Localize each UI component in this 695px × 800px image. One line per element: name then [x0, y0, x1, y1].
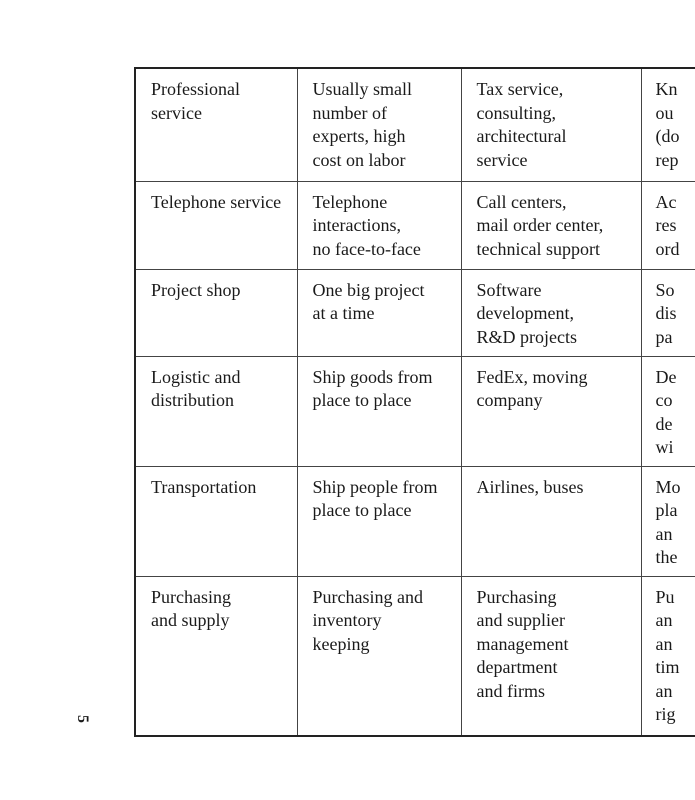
table-row [135, 269, 695, 356]
examples-cell: Tax service, consulting, architectural service [461, 68, 641, 181]
table-row [135, 356, 695, 466]
table-row [135, 576, 695, 736]
type-cell: Project shop [135, 269, 297, 356]
table [134, 67, 695, 737]
examples-cell: Purchasing and supplier management department and firms [461, 576, 641, 736]
notes-cell: Pu an an tim an rig [655, 586, 680, 724]
description-cell: One big project at a time [297, 269, 461, 356]
table-row [135, 466, 695, 576]
examples-cell: Call centers, mail order center, technical support [461, 181, 641, 269]
type-cell: Logistic and distribution [135, 356, 297, 466]
examples-cell: Airlines, buses [461, 466, 641, 576]
type-cell: Professional service [135, 68, 297, 181]
service-types-table [134, 67, 694, 737]
examples-cell: FedEx, moving company [461, 356, 641, 466]
notes-cell: Mo pla an the [641, 466, 695, 576]
notes-cell: Kn ou (do rep [641, 68, 695, 181]
description-cell: Telephone interactions, no face-to-face [297, 181, 461, 269]
page-number: 5 [74, 715, 91, 723]
notes-cell: So dis pa [641, 269, 695, 356]
notes-cell: Ac res ord [641, 181, 695, 269]
type-cell: Transportation [135, 466, 297, 576]
notes-cell: De co de wi [641, 356, 695, 466]
description-cell: Ship goods from place to place [297, 356, 461, 466]
description-cell: Ship people from place to place [297, 466, 461, 576]
table-row [135, 181, 695, 269]
type-cell: Purchasing and supply [135, 576, 297, 736]
description-cell: Usually small number of experts, high cost on labor [297, 68, 461, 181]
type-cell: Telephone service [135, 181, 297, 269]
examples-cell: Software development, R&D projects [461, 269, 641, 356]
description-cell: Purchasing and inventory keeping [297, 576, 461, 736]
table-row [135, 68, 695, 181]
